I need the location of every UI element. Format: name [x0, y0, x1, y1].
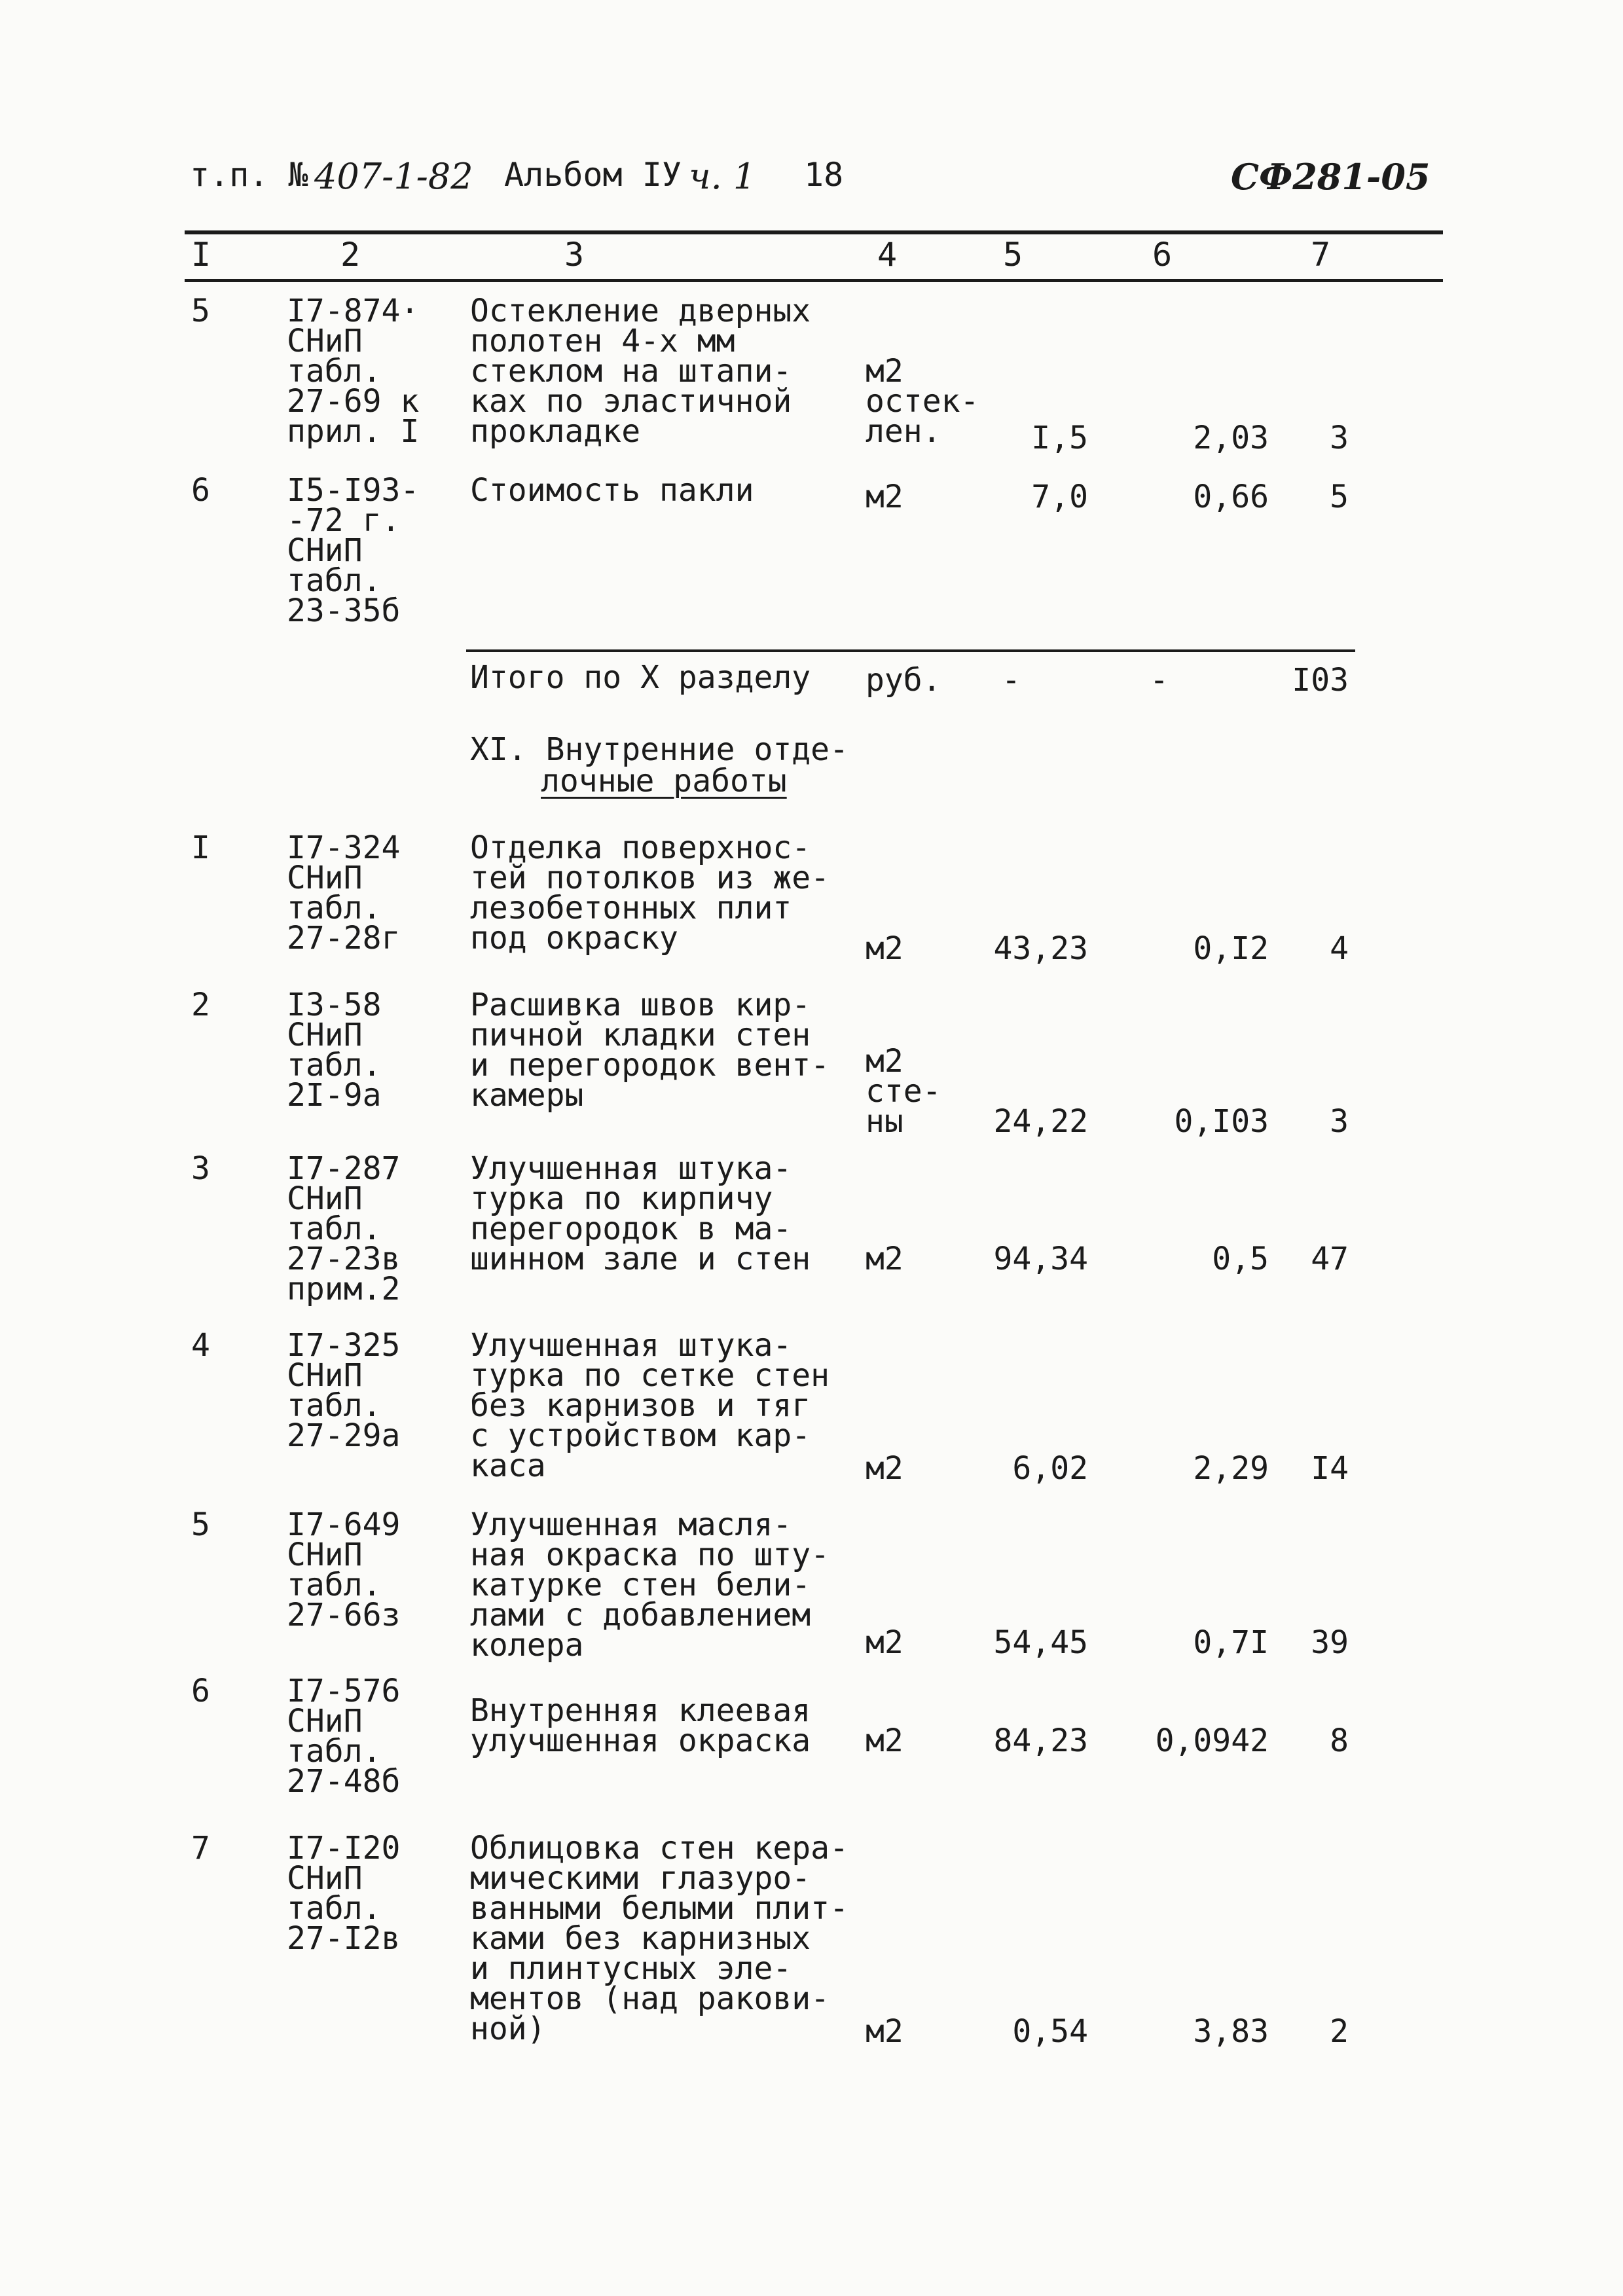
row-total: 5: [1330, 479, 1349, 515]
row-name: Отделка поверхнос- тей потолков из же- лезобетонных плит под окраску: [470, 829, 830, 957]
row-unit: м2 сте- ны: [866, 1043, 941, 1140]
col-header-7: 7: [1311, 236, 1331, 274]
row-name: Улучшенная масля- ная окраска по шту- катурке стен бели- лами с добавлением колера: [470, 1506, 830, 1664]
row-total: I4: [1311, 1450, 1349, 1487]
row-name: Остекление дверных полотен 4-х мм стеклом на штапи- ках по эластичной прокладке: [470, 293, 811, 450]
header-tp-number: 407-1-82: [314, 156, 473, 197]
row-number: 5: [191, 293, 210, 329]
row-code: I7-874· СНиП табл. 27-69 к прил. I: [287, 293, 420, 450]
row-code: I7-325 СНиП табл. 27-29а: [287, 1327, 401, 1454]
subtotal-unit: руб.: [866, 662, 941, 699]
row-qty: 94,34: [993, 1241, 1088, 1277]
row-price: 0,66: [1193, 479, 1269, 515]
row-code: I7-I20 СНиП табл. 27-I2в: [287, 1830, 401, 1957]
row-total: 8: [1330, 1722, 1349, 1759]
row-total: 39: [1311, 1624, 1349, 1661]
row-price: 0,5: [1212, 1241, 1269, 1277]
row-unit: м2: [866, 479, 903, 515]
header-bottom-rule: [185, 279, 1443, 282]
row-number: 5: [191, 1506, 210, 1543]
row-unit: м2: [866, 1722, 903, 1759]
subtotal-price: -: [1150, 662, 1169, 699]
row-number: 6: [191, 1673, 210, 1709]
row-number: 2: [191, 987, 210, 1023]
col-header-6: 6: [1152, 236, 1173, 274]
row-name: Внутренняя клеевая улучшенная окраска: [470, 1692, 811, 1759]
row-qty: 24,22: [993, 1103, 1088, 1140]
row-price: 0,I03: [1174, 1103, 1269, 1140]
row-unit: м2: [866, 1241, 903, 1277]
row-qty: 54,45: [993, 1624, 1088, 1661]
row-code: I7-649 СНиП табл. 27-66з: [287, 1506, 401, 1633]
row-name: Стоимость пакли: [470, 472, 754, 509]
col-header-1: I: [191, 236, 211, 274]
row-total: 2: [1330, 2013, 1349, 2050]
top-rule: [185, 230, 1443, 234]
row-code: I7-576 СНиП табл. 27-48б: [287, 1673, 401, 1800]
row-unit: м2: [866, 1450, 903, 1487]
row-name: Улучшенная штука- турка по сетке стен без карнизов и тяг с устройством кар- каса: [470, 1327, 830, 1484]
row-qty: I,5: [1031, 420, 1088, 456]
header-code: СФ281-05: [1231, 156, 1431, 198]
row-code: I3-58 СНиП табл. 2I-9а: [287, 987, 382, 1114]
row-unit: м2 остек- лен.: [866, 353, 979, 450]
row-code: I7-287 СНиП табл. 27-23в прим.2: [287, 1150, 401, 1307]
row-qty: 43,23: [993, 930, 1088, 967]
section-title-line2: лочные работы: [541, 763, 787, 799]
subtotal-total: I03: [1292, 662, 1349, 699]
row-code: I7-324 СНиП табл. 27-28г: [287, 829, 401, 957]
row-qty: 84,23: [993, 1722, 1088, 1759]
row-number: 4: [191, 1327, 210, 1364]
row-unit: м2: [866, 2013, 903, 2050]
row-number: 3: [191, 1150, 210, 1187]
row-total: 47: [1311, 1241, 1349, 1277]
row-price: 0,7I: [1193, 1624, 1269, 1661]
section-title-line1: XI. Внутренние отде-: [470, 731, 848, 768]
subtotal-rule: [466, 649, 1355, 652]
row-total: 3: [1330, 1103, 1349, 1140]
header-tp-label: т.п. №: [190, 156, 308, 194]
row-qty: 7,0: [1031, 479, 1088, 515]
row-total: 3: [1330, 420, 1349, 456]
row-name: Облицовка стен кера- мическими глазуро- ванными белыми плит- ками без карнизных и плинтусных эле- ментов (над ракови- ной): [470, 1830, 848, 2047]
row-code: I5-I93- -72 г. СНиП табл. 23-35б: [287, 472, 420, 629]
row-number: 7: [191, 1830, 210, 1867]
col-header-2: 2: [340, 236, 361, 274]
row-price: 2,03: [1193, 420, 1269, 456]
col-header-5: 5: [1003, 236, 1023, 274]
row-total: 4: [1330, 930, 1349, 967]
col-header-3: 3: [564, 236, 585, 274]
row-price: 3,83: [1193, 2013, 1269, 2050]
row-price: 0,0942: [1155, 1722, 1269, 1759]
row-number: 6: [191, 472, 210, 509]
row-price: 2,29: [1193, 1450, 1269, 1487]
row-price: 0,I2: [1193, 930, 1269, 967]
row-unit: м2: [866, 930, 903, 967]
header-album: Альбом IУ: [504, 156, 682, 194]
row-unit: м2: [866, 1624, 903, 1661]
header-part: ч. 1: [689, 156, 756, 197]
row-qty: 6,02: [1012, 1450, 1088, 1487]
row-name: Улучшенная штука- турка по кирпичу перегородок в ма- шинном зале и стен: [470, 1150, 811, 1277]
header-page-number: 18: [804, 156, 844, 194]
col-header-4: 4: [877, 236, 898, 274]
subtotal-qty: -: [1002, 662, 1021, 699]
subtotal-label: Итого по X разделу: [470, 659, 811, 696]
row-qty: 0,54: [1012, 2013, 1088, 2050]
row-number: I: [191, 829, 210, 866]
row-name: Расшивка швов кир- пичной кладки стен и перегородок вент- камеры: [470, 987, 830, 1114]
